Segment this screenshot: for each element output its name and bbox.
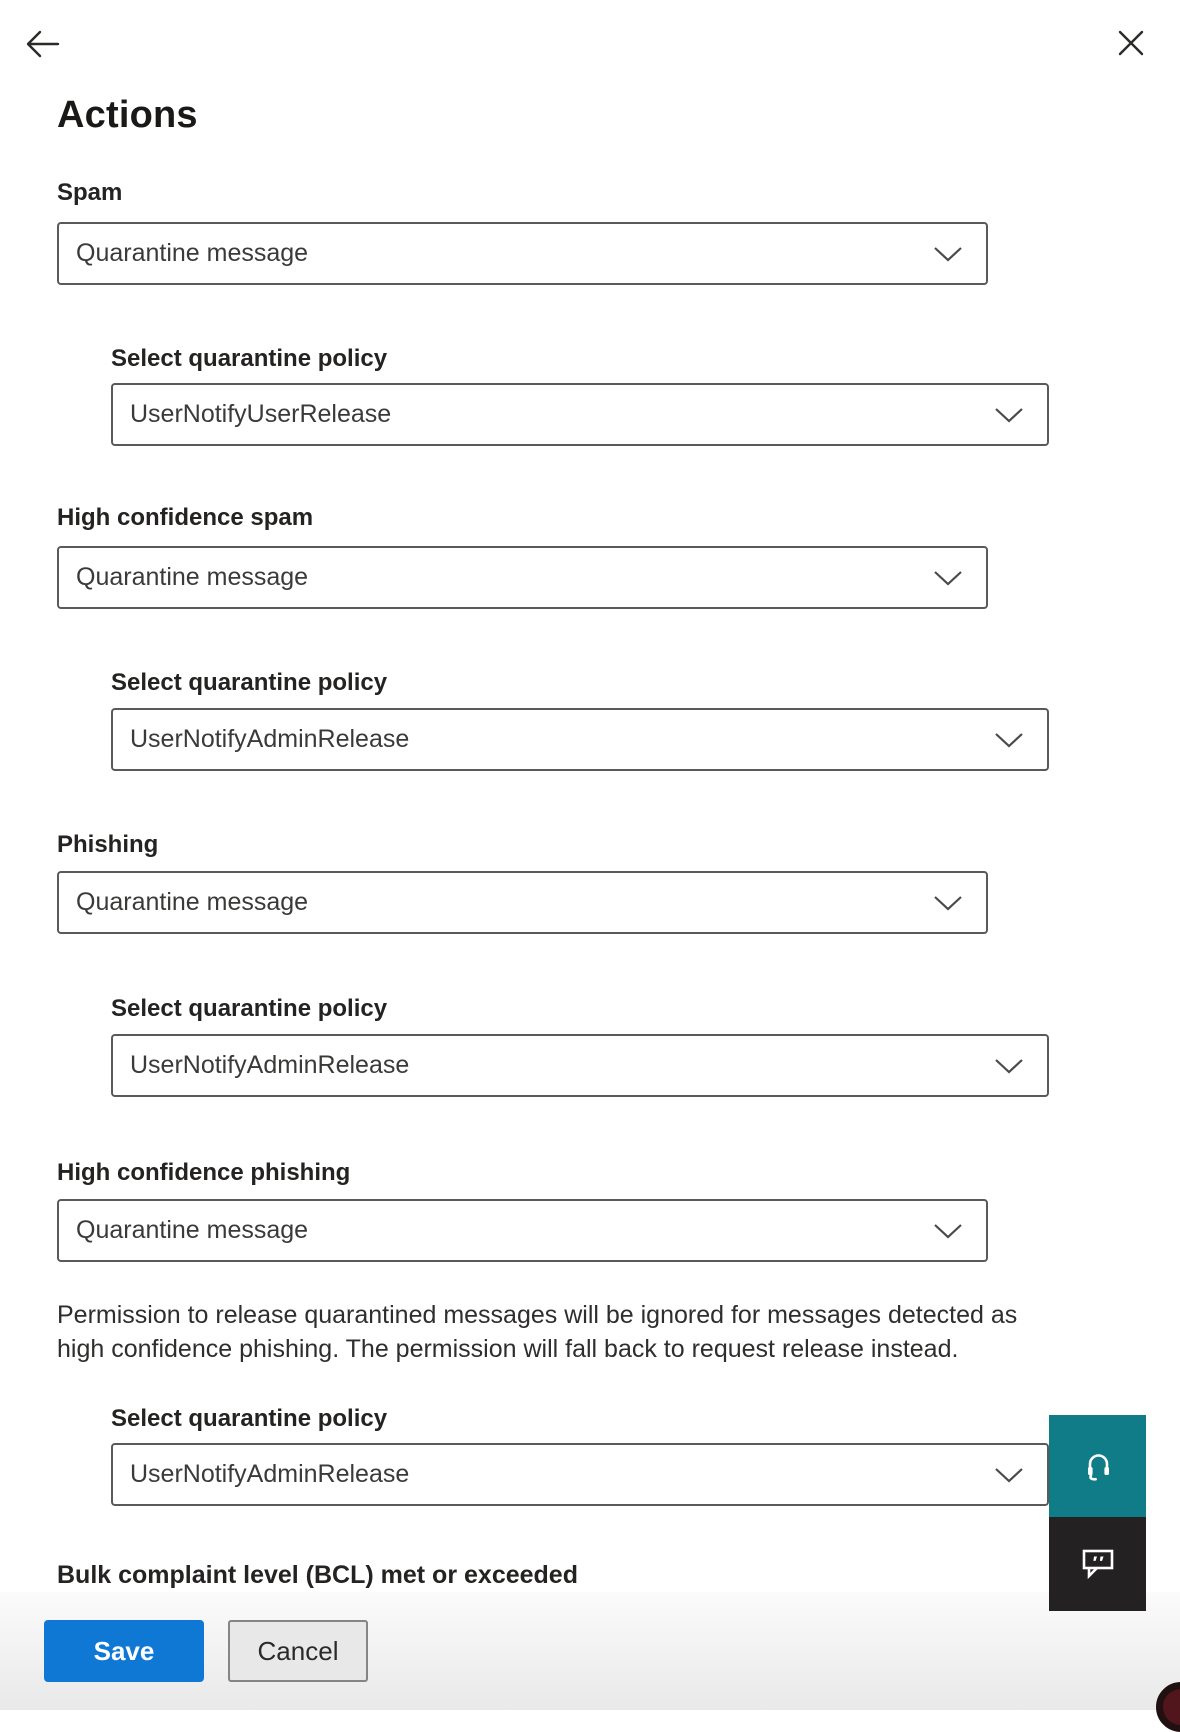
section-label-high-confidence-spam: High confidence spam <box>57 504 314 531</box>
chevron-down-icon <box>993 407 1025 424</box>
spam-action-dropdown[interactable] <box>57 222 988 285</box>
high-confidence-phishing-policy-label: Select quarantine policy <box>111 1405 388 1432</box>
high-confidence-phishing-policy-value: UserNotifyAdminRelease <box>130 1460 410 1488</box>
chevron-down-icon <box>993 1058 1025 1075</box>
chevron-down-icon <box>993 732 1025 749</box>
phishing-action-dropdown[interactable] <box>57 871 988 934</box>
high-confidence-phishing-action-value: Quarantine message <box>76 1216 309 1244</box>
section-label-phishing: Phishing <box>57 831 159 858</box>
cancel-button[interactable]: Cancel <box>228 1620 368 1682</box>
chevron-down-icon <box>932 570 964 587</box>
chevron-down-icon <box>993 1467 1025 1484</box>
high-confidence-phishing-note: Permission to release quarantined messages will be ignored for messages detected as high confidence phishing. The permission will fall back to request release instead. <box>57 1301 1018 1363</box>
high-confidence-spam-policy-dropdown[interactable] <box>111 708 1049 771</box>
arrow-left-icon <box>22 24 62 64</box>
headset-icon <box>1081 1449 1115 1483</box>
phishing-policy-value: UserNotifyAdminRelease <box>130 1051 410 1079</box>
chevron-down-icon <box>932 1223 964 1240</box>
chevron-down-icon <box>932 895 964 912</box>
high-confidence-phishing-policy-dropdown[interactable] <box>111 1443 1049 1506</box>
feedback-widget-button[interactable] <box>1049 1517 1146 1611</box>
support-widget-button[interactable] <box>1049 1415 1146 1517</box>
section-label-spam: Spam <box>57 179 123 206</box>
spam-policy-dropdown[interactable] <box>111 383 1049 446</box>
high-confidence-spam-policy-value: UserNotifyAdminRelease <box>130 725 410 753</box>
high-confidence-spam-action-value: Quarantine message <box>76 563 309 591</box>
page-title: Actions <box>57 94 198 136</box>
chevron-down-icon <box>932 246 964 263</box>
high-confidence-phishing-action-dropdown[interactable] <box>57 1199 988 1262</box>
spam-policy-value: UserNotifyUserRelease <box>130 400 392 428</box>
back-button[interactable] <box>22 24 62 64</box>
spam-policy-label: Select quarantine policy <box>111 345 388 372</box>
phishing-action-value: Quarantine message <box>76 888 309 916</box>
section-label-bulk-complaint-level: Bulk complaint level (BCL) met or exceeded <box>57 1561 578 1589</box>
save-button[interactable]: Save <box>44 1620 204 1682</box>
close-button[interactable] <box>1114 26 1148 60</box>
section-label-high-confidence-phishing: High confidence phishing <box>57 1159 351 1186</box>
phishing-policy-dropdown[interactable] <box>111 1034 1049 1097</box>
spam-action-value: Quarantine message <box>76 239 309 267</box>
footer-bar <box>0 1592 1180 1710</box>
chat-bubble-icon <box>1081 1548 1115 1580</box>
phishing-policy-label: Select quarantine policy <box>111 995 388 1022</box>
high-confidence-spam-action-dropdown[interactable] <box>57 546 988 609</box>
close-icon <box>1114 26 1148 60</box>
high-confidence-spam-policy-label: Select quarantine policy <box>111 669 388 696</box>
